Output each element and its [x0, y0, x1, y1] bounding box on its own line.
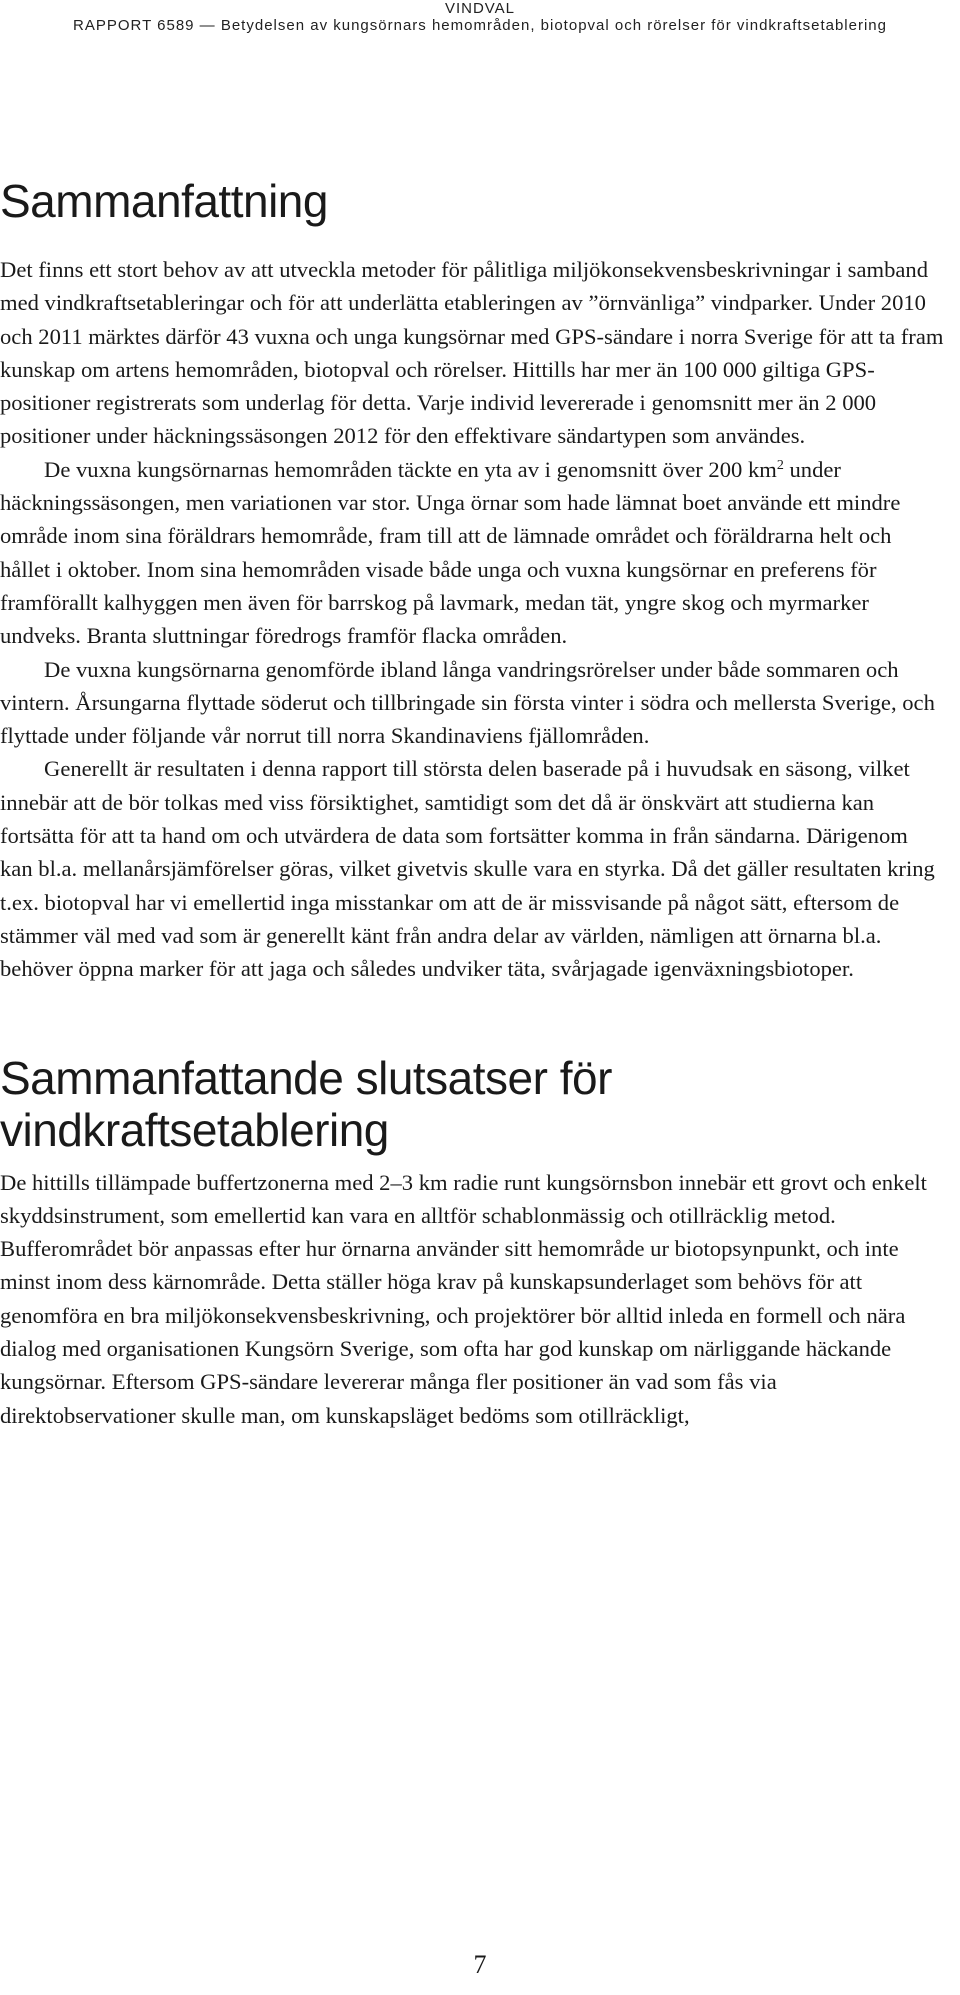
header-report-title: RAPPORT 6589 — Betydelsen av kungsörnars hemområden, biotopval och rörelser för vindkraftsetablering [73, 17, 887, 34]
page-number: 7 [473, 1950, 487, 1979]
page-header [0, 0, 960, 34]
summary-paragraph-2-end: under häckningssäsongen, men variationen var stor. Unga örnar som hade lämnat boet använde ett mindre område inom sina föräldrars hemområde, fram till att de lämnade området och föräldrarna helt och hållet i oktober. Inom sina hemområden visade både unga och vuxna kungsörnar en preferens för framförallt kalhyggen men även för barrskog på lavmark, medan tät, yngre skog och myrmarker undveks. Branta sluttningar föredrogs framför flacka områden. [0, 456, 901, 649]
page-content [0, 175, 946, 1432]
section-title-conclusions: Sammanfattande slutsatser för vindkraftsetablering [0, 1051, 612, 1156]
superscript-2: 2 [776, 457, 784, 473]
summary-paragraph-3: De vuxna kungsörnarna genomförde ibland långa vandringsrörelser under både sommaren och vintern. Årsungarna flyttade söderut och tillbringade sin första vinter i södra och mellersta Sverige, och flyttade under följande vår norrut till norra Skandinaviens fjällområden. [0, 656, 935, 749]
summary-paragraph-2-start: De vuxna kungsörnarnas hemområden täckte en yta av i genomsnitt över 200 km [44, 456, 777, 482]
section-title-summary: Sammanfattning [0, 175, 328, 227]
conclusions-paragraph-1: De hittills tillämpade buffertzonerna med 2–3 km radie runt kungsörnsbon innebär ett grovt och enkelt skyddsinstrument, som emellertid kan vara en alltför schablonmässig och otillräcklig metod. Bufferområdet bör anpassas efter hur örnarna använder sitt hemområde ur biotopsynpunkt, och inte minst inom dess kärnområde. Detta ställer höga krav på kunskapsunderlaget som behövs för att genomföra en bra miljökonsekvensbeskrivning, och projektörer bör alltid inleda en formell och nära dialog med organisationen Kungsörn Sverige, som ofta har god kunskap om närliggande häckande kungsörnar. Eftersom GPS-sändare levererar många fler positioner än vad som fås via direktobservationer skulle man, om kunskapsläget bedöms som otillräckligt, [0, 1169, 927, 1428]
summary-paragraph-4: Generellt är resultaten i denna rapport till största delen baserade på i huvudsak en säsong, vilket innebär att de bör tolkas med viss försiktighet, samtidigt som det då är önskvärt att studierna kan fortsätta för att ta hand om och utvärdera de data som fortsätter komma in från sändarna. Därigenom kan bl.a. mellanårsjämförelser göras, vilket givetvis skulle vara en styrka. Då det gäller resultaten kring t.ex. biotopval har vi emellertid inga misstankar om att de är missvisande på något sätt, eftersom de stämmer väl med vad som är generellt känt från andra delar av världen, nämligen att örnarna bl.a. behöver öppna marker för att jaga och således undviker täta, svårjagade igenväxningsbiotoper. [0, 756, 935, 982]
header-org: VINDVAL [444, 0, 516, 17]
summary-paragraph-2 [0, 453, 946, 653]
summary-paragraph-1: Det finns ett stort behov av att utveckla metoder för pålitliga miljökonsekvensbeskrivningar i samband med vindkraftsetableringar och för att underlätta etableringen av ”örnvänliga” vindparker. Under 2010 och 2011 märktes därför 43 vuxna och unga kungsörnar med GPS-sändare i norra Sverige för att ta fram kunskap om artens hemområden, biotopval och rörelser. Hittills har mer än 100 000 giltiga GPS-positioner registrerats som underlag för detta. Varje individ levererade i genomsnitt mer än 2 000 positioner under häckningssäsongen 2012 för den effektivare sändartypen som användes. [0, 257, 944, 449]
